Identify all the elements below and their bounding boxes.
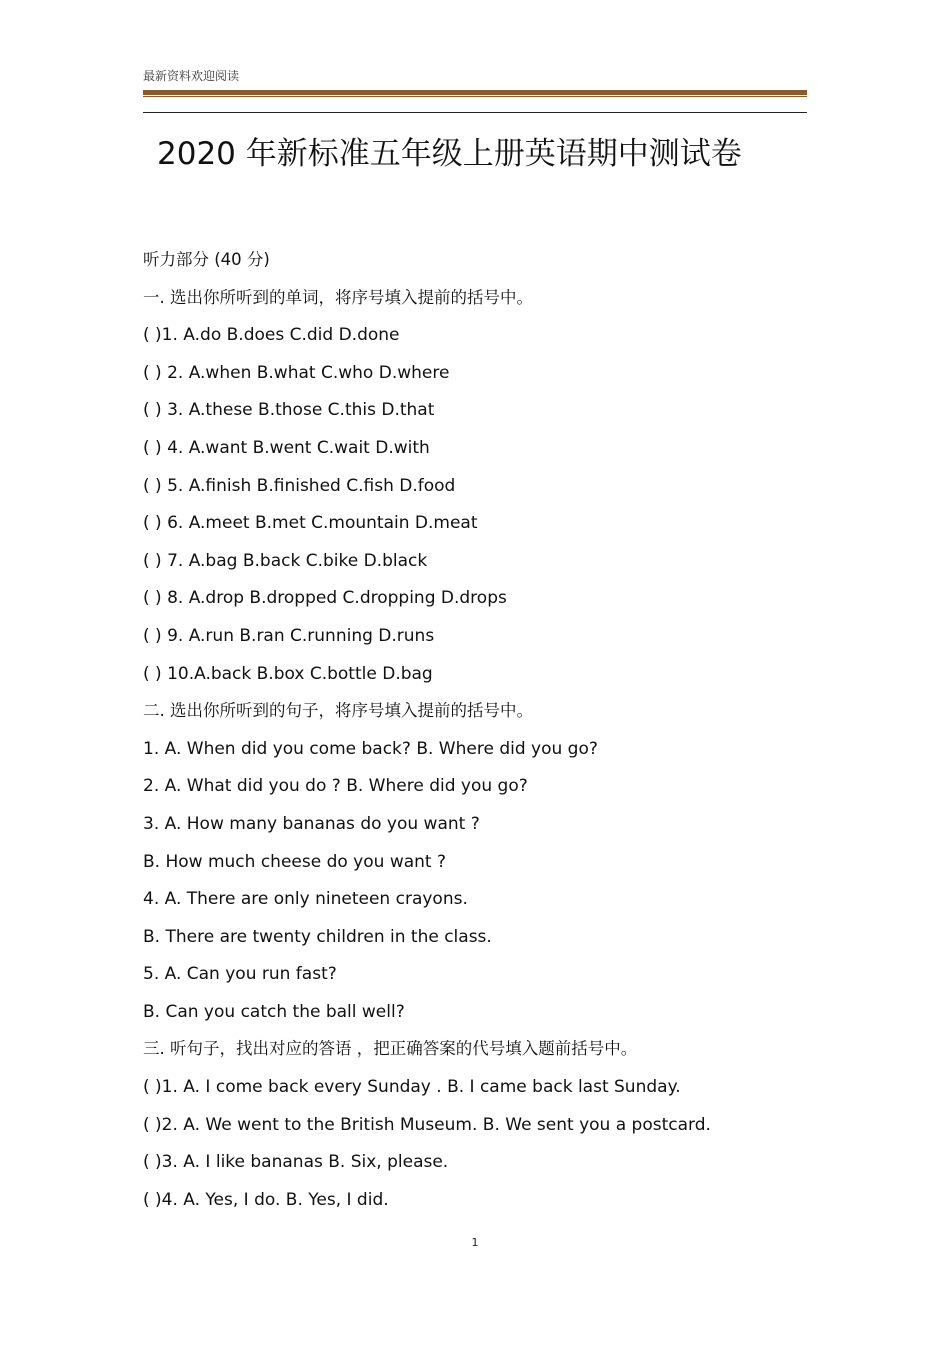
question-line: ( )1. A. I come back every Sunday . B. I came back last Sunday. — [143, 1077, 681, 1098]
section-heading-1: 一. 选出你所听到的单词，将序号填入提前的括号中。 — [143, 287, 533, 307]
question-line: ( )2. A. We went to the British Museum. B. We sent you a postcard. — [143, 1114, 711, 1135]
question-line: 3. A. How many bananas do you want ? — [143, 813, 480, 834]
header-rule-thin — [143, 96, 807, 97]
question-line: B. How much cheese do you want ? — [143, 851, 447, 872]
question-line: ( ) 10.A.back B.box C.bottle D.bag — [143, 663, 433, 684]
header-label: 最新资料欢迎阅读 — [143, 69, 240, 83]
section-heading-listening: 听力部分 (40 分) — [143, 250, 270, 269]
question-line: B. There are twenty children in the class. — [143, 926, 492, 947]
question-line: ( ) 7. A.bag B.back C.bike D.black — [143, 550, 428, 571]
header-rule-underline — [143, 112, 807, 113]
question-line: 1. A. When did you come back? B. Where did you go? — [143, 738, 598, 759]
question-line: ( ) 9. A.run B.ran C.running D.runs — [143, 625, 435, 646]
question-line: ( )4. A. Yes, I do. B. Yes, I did. — [143, 1189, 389, 1210]
question-line: ( )3. A. I like bananas B. Six, please. — [143, 1152, 449, 1173]
header-rule-thick — [143, 90, 807, 95]
question-line: ( ) 6. A.meet B.met C.mountain D.meat — [143, 513, 478, 534]
page-title: 2020 年新标准五年级上册英语期中测试卷 — [157, 136, 742, 172]
question-line: ( ) 3. A.these B.those C.this D.that — [143, 400, 435, 421]
question-line: ( ) 5. A.finish B.finished C.fish D.food — [143, 475, 456, 496]
question-line: ( ) 4. A.want B.went C.wait D.with — [143, 437, 430, 458]
question-line: 4. A. There are only nineteen crayons. — [143, 889, 468, 910]
page-number: 1 — [471, 1236, 479, 1249]
question-line: ( ) 8. A.drop B.dropped C.dropping D.drops — [143, 588, 507, 609]
question-line: 2. A. What did you do ? B. Where did you go? — [143, 776, 528, 797]
section-heading-3: 三. 听句子，找出对应的答语 ，把正确答案的代号填入题前括号中。 — [143, 1039, 638, 1059]
question-line: B. Can you catch the ball well? — [143, 1001, 405, 1022]
question-line: ( ) 2. A.when B.what C.who D.where — [143, 362, 450, 383]
exam-content — [143, 248, 823, 1225]
question-line: ( )1. A.do B.does C.did D.done — [143, 325, 400, 346]
question-line: 5. A. Can you run fast? — [143, 964, 337, 985]
section-heading-2: 二. 选出你所听到的句子，将序号填入提前的括号中。 — [143, 701, 533, 721]
